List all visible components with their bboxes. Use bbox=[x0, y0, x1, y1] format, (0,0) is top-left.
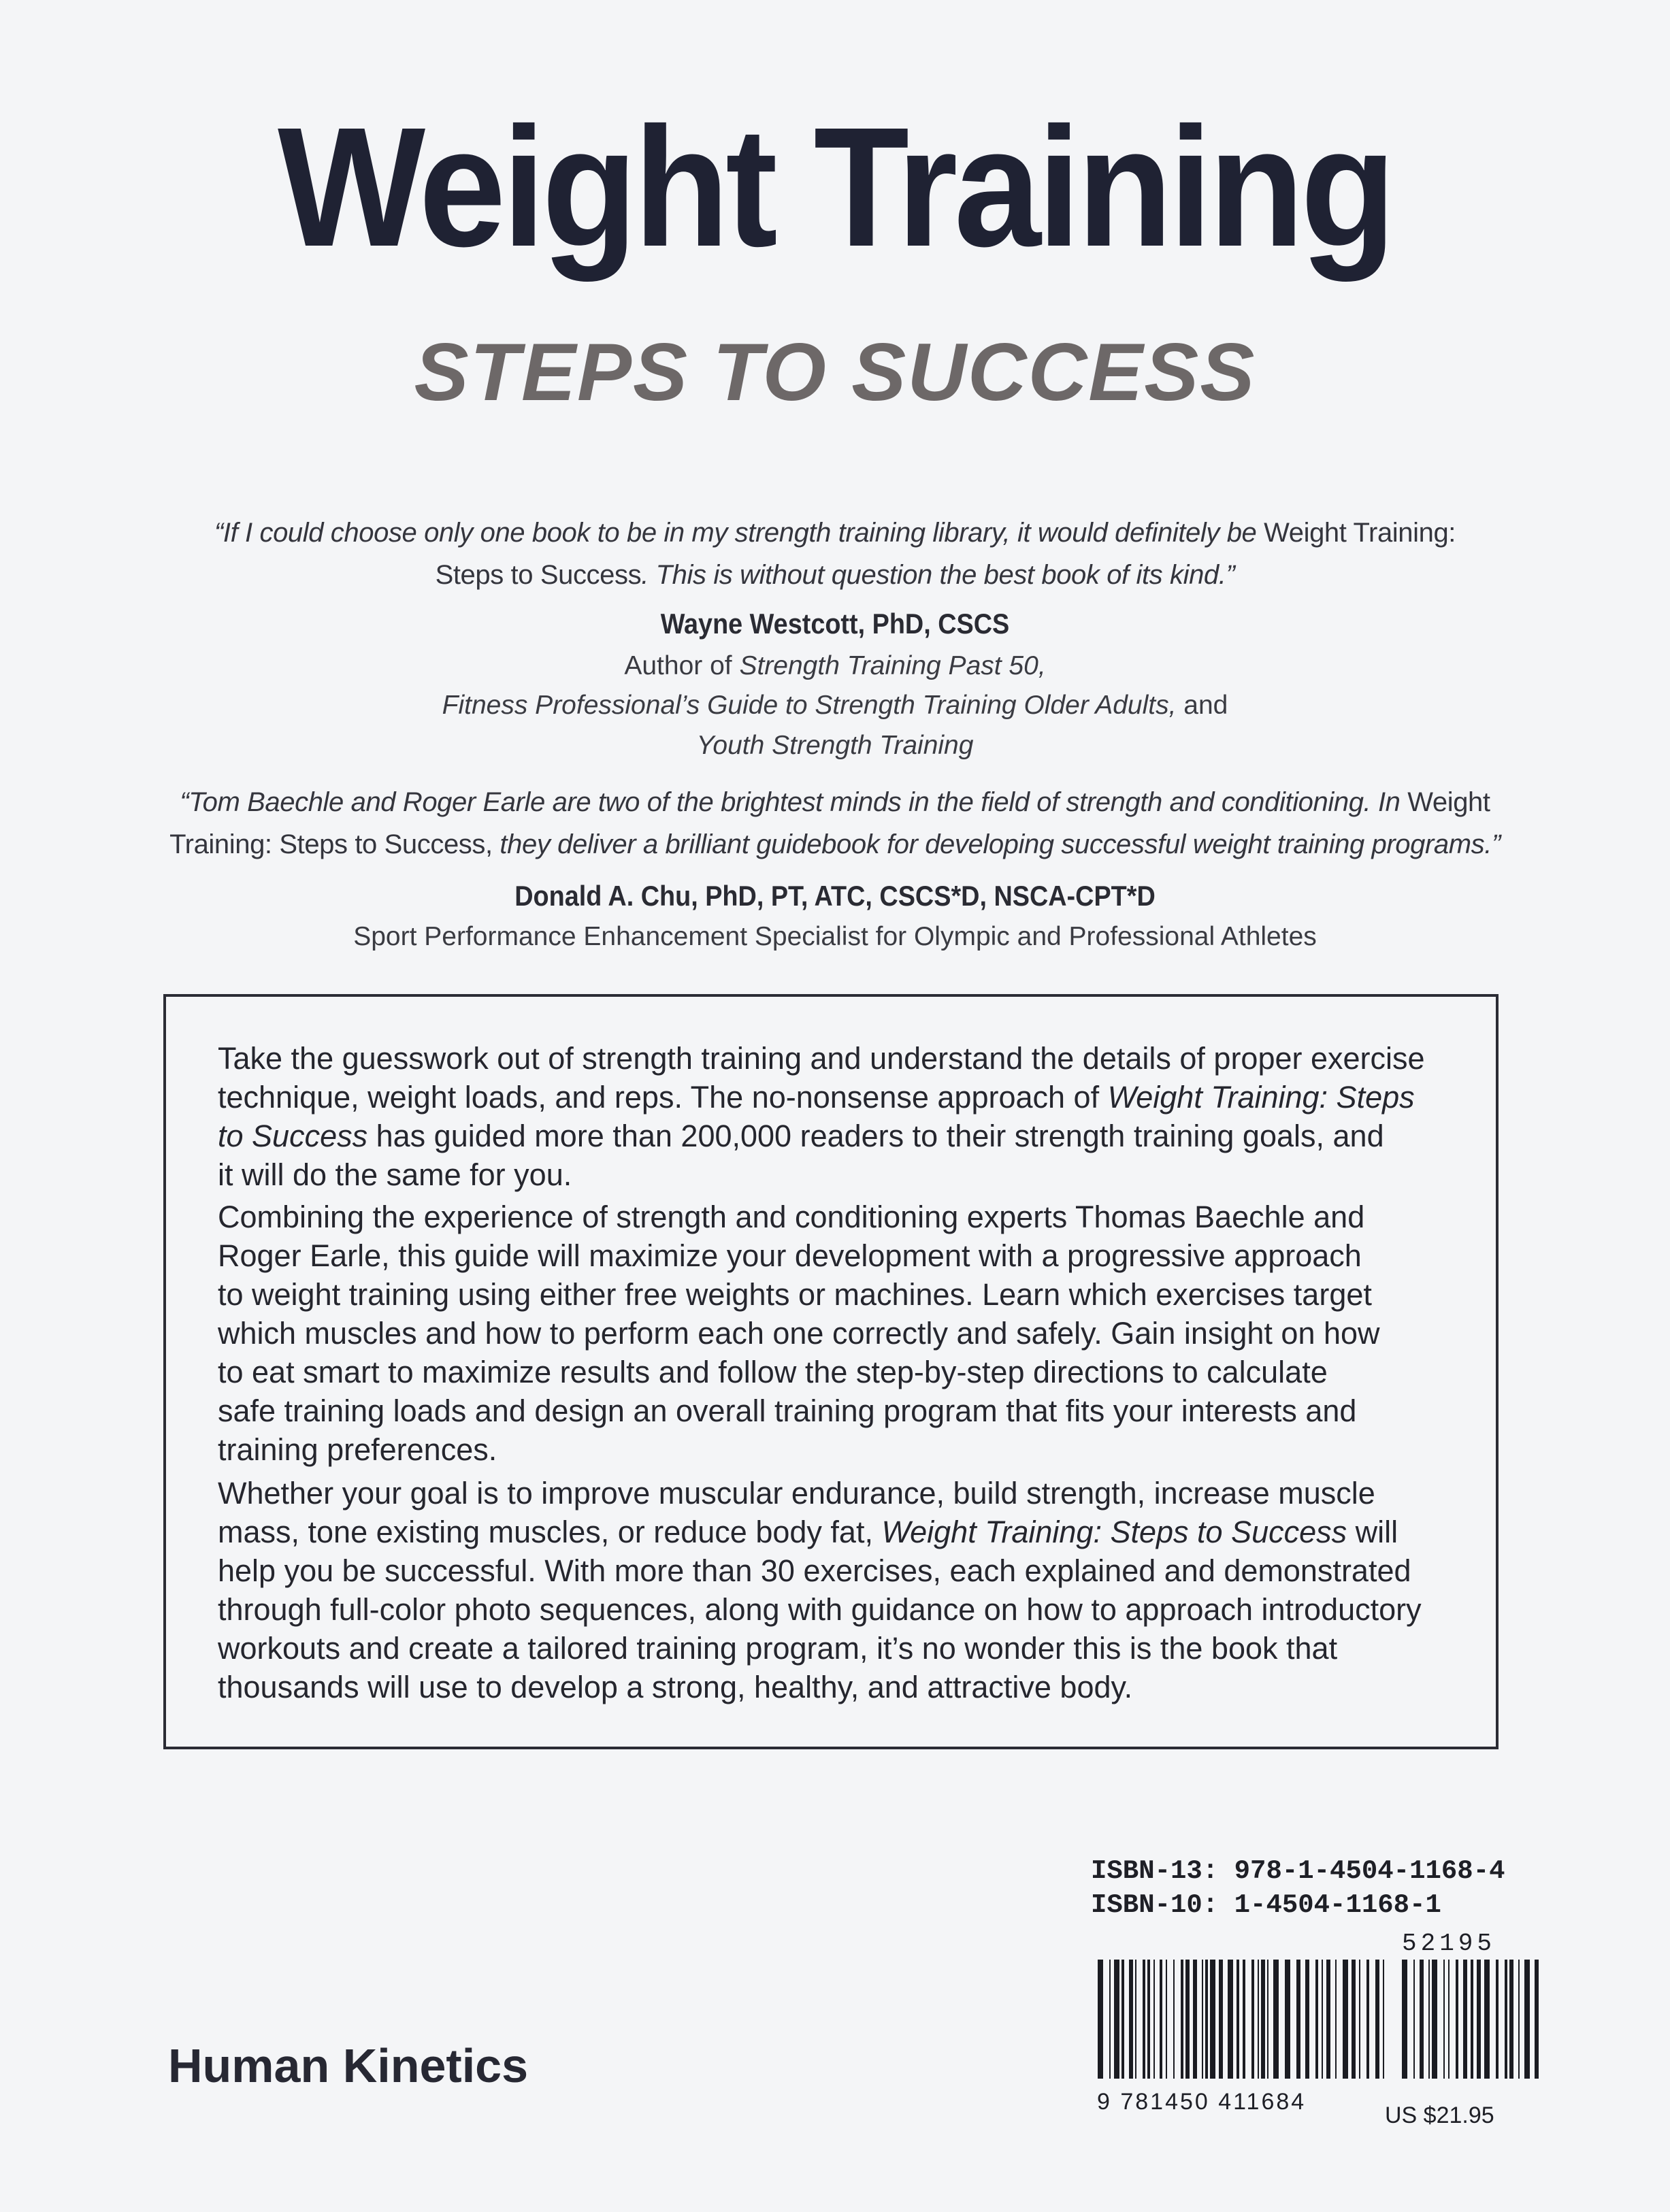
barcode-bar bbox=[1160, 1960, 1162, 2079]
barcode-bar bbox=[1402, 1960, 1407, 2079]
barcode-bar bbox=[1359, 1960, 1360, 2079]
barcode-bar bbox=[1202, 1960, 1203, 2079]
barcode-bar bbox=[1166, 1960, 1167, 2079]
barcode-bar bbox=[1219, 1960, 1223, 2079]
barcode bbox=[1092, 1960, 1548, 2082]
barcode-bar bbox=[1147, 1960, 1150, 2079]
barcode-bar bbox=[1243, 1960, 1245, 2079]
barcode-bar bbox=[1251, 1960, 1254, 2079]
barcode-digits: 9 781450 411684 bbox=[1097, 2089, 1307, 2115]
barcode-bar bbox=[1121, 1960, 1124, 2079]
barcode-bar bbox=[1153, 1960, 1155, 2079]
barcode-bar bbox=[1505, 1960, 1507, 2079]
barcode-bar bbox=[1322, 1960, 1323, 2079]
barcode-bar bbox=[1335, 1960, 1337, 2079]
quote-1-credential-2: Fitness Professional’s Guide to Strength Training Older Adults, and bbox=[442, 691, 1228, 720]
barcode-bar bbox=[1114, 1960, 1119, 2079]
barcode-bar bbox=[1305, 1960, 1309, 2079]
barcode-bar bbox=[1237, 1960, 1239, 2079]
barcode-bar bbox=[1210, 1960, 1215, 2079]
barcode-bar bbox=[1383, 1960, 1384, 2079]
barcode-bar bbox=[1185, 1960, 1190, 2079]
barcode-bar bbox=[1296, 1960, 1300, 2079]
barcode-bar bbox=[1181, 1960, 1183, 2079]
barcode-bar bbox=[1456, 1960, 1458, 2079]
barcode-bar bbox=[1518, 1960, 1520, 2079]
barcode-bar bbox=[1273, 1960, 1279, 2079]
quote-1-credential-1: Author of Strength Training Past 50, bbox=[624, 651, 1046, 680]
barcode-bar bbox=[1471, 1960, 1473, 2079]
barcode-bar bbox=[1343, 1960, 1348, 2079]
description-paragraph-1: Take the guesswork out of strength training and understand the details of proper exercise technique, weight loads, and reps. The no-nonsense approach of Weight Training: Steps to Success has guided more than 200,000 readers to their strength training goals, and it will do the same for you. bbox=[218, 1041, 1425, 1192]
barcode-bar bbox=[1326, 1960, 1330, 2079]
quote-1-line-2: Steps to Success. This is without question the best book of its kind.” bbox=[435, 560, 1235, 590]
quote-2-credential: Sport Performance Enhancement Specialist for Olympic and Professional Athletes bbox=[353, 922, 1317, 951]
barcode-bar bbox=[1524, 1960, 1530, 2079]
quote-2-author: Donald A. Chu, PhD, PT, ATC, CSCS*D, NSCA-CPT*D bbox=[514, 880, 1156, 912]
quote-1-line-1: “If I could choose only one book to be in my strength training library, it would definitely be Weight Training: bbox=[214, 518, 1456, 548]
barcode-bar bbox=[1366, 1960, 1369, 2079]
description-paragraph-2: Combining the experience of strength and conditioning experts Thomas Baechle and Roger Earle, this guide will maximize your development with a progressive approach to weight training using either free weights or machines. Learn which exercises target which muscles and how to perform each one correctly and safely. Gain insight on how to eat smart to maximize results and follow the step-by-step directions to calculate safe training loads and design an overall training program that fits your interests and training preferences. bbox=[218, 1200, 1380, 1467]
barcode-bar bbox=[1109, 1960, 1111, 2079]
barcode-bar bbox=[1285, 1960, 1290, 2079]
barcode-bar bbox=[1535, 1960, 1539, 2079]
publisher-logo-text: Human Kinetics bbox=[168, 2039, 528, 2092]
barcode-bar bbox=[1228, 1960, 1233, 2079]
barcode-bar bbox=[1477, 1960, 1481, 2079]
barcode-bar bbox=[1258, 1960, 1259, 2079]
quote-1-credential-3: Youth Strength Training bbox=[696, 731, 974, 760]
barcode-bar bbox=[1173, 1960, 1175, 2079]
barcode-addon-code: 52195 bbox=[1402, 1930, 1496, 1958]
barcode-bar bbox=[1352, 1960, 1356, 2079]
barcode-bar bbox=[1143, 1960, 1145, 2079]
quote-1-author: Wayne Westcott, PhD, CSCS bbox=[660, 608, 1010, 640]
barcode-bar bbox=[1413, 1960, 1415, 2079]
barcode-bar bbox=[1261, 1960, 1265, 2079]
barcode-bar bbox=[1420, 1960, 1424, 2079]
description-paragraph-3: Whether your goal is to improve muscular endurance, build strength, increase muscle mass, tone existing muscles, or reduce body fat, Weight Training: Steps to Success will help you be successful. With more than 30 exercises, each explained and demonstrated through full-color photo sequences, along with guidance on how to approach introductory workouts and create a tailored training program, it’s no wonder this is the book that thousands will use to develop a strong, healthy, and attractive body. bbox=[218, 1476, 1422, 1704]
barcode-bar bbox=[1267, 1960, 1268, 2079]
barcode-bar bbox=[1509, 1960, 1513, 2079]
barcode-bar bbox=[1205, 1960, 1208, 2079]
barcode-bar bbox=[1443, 1960, 1445, 2079]
barcode-bar bbox=[1448, 1960, 1450, 2079]
quote-2-line-1: “Tom Baechle and Roger Earle are two of the brightest minds in the field of strength and conditioning. In Weight bbox=[180, 787, 1490, 817]
price: US $21.95 bbox=[1385, 2102, 1494, 2128]
quote-2-line-2: Training: Steps to Success, they deliver a brilliant guidebook for developing successful weight training programs.” bbox=[169, 829, 1501, 859]
isbn-10: ISBN-10: 1-4504-1168-1 bbox=[1091, 1890, 1441, 1920]
barcode-bar bbox=[1463, 1960, 1467, 2079]
barcode-bar bbox=[1129, 1960, 1133, 2079]
barcode-bar bbox=[1484, 1960, 1490, 2079]
book-title: Weight Training bbox=[278, 92, 1392, 282]
barcode-bar bbox=[1135, 1960, 1136, 2079]
barcode-bar bbox=[1098, 1960, 1103, 2079]
book-subtitle: STEPS TO SUCCESS bbox=[414, 327, 1256, 418]
barcode-bar bbox=[1375, 1960, 1379, 2079]
barcode-bar bbox=[1428, 1960, 1430, 2079]
barcode-bar bbox=[1193, 1960, 1197, 2079]
isbn-13: ISBN-13: 978-1-4504-1168-4 bbox=[1091, 1856, 1505, 1886]
barcode-bar bbox=[1496, 1960, 1499, 2079]
barcode-bar bbox=[1432, 1960, 1437, 2079]
barcode-bar bbox=[1315, 1960, 1318, 2079]
